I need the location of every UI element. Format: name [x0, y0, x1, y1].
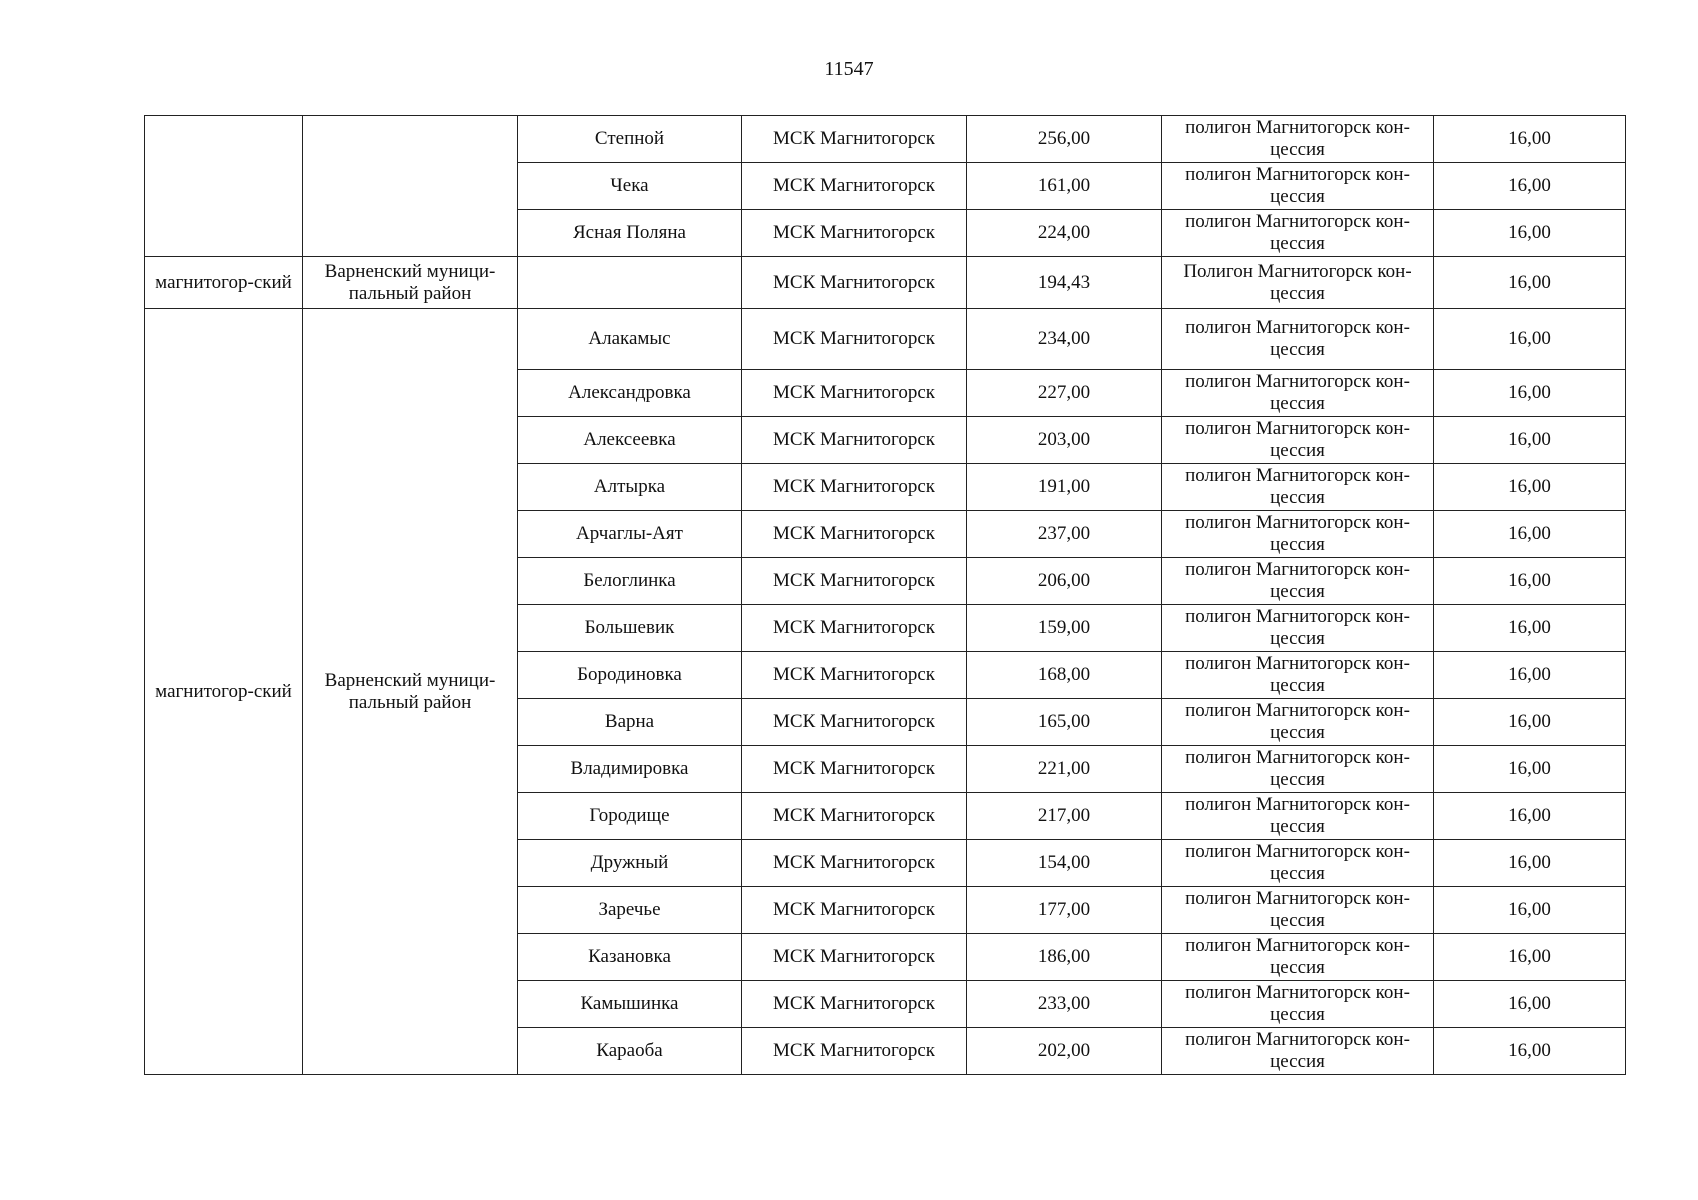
district-cell: Варненский муници-пальный район: [303, 257, 518, 309]
distance-cell: 224,00: [967, 210, 1162, 257]
place-cell: Бородиновка: [518, 652, 742, 699]
destination-cell: полигон Магнитогорск кон-цессия: [1162, 558, 1434, 605]
distance-cell: 168,00: [967, 652, 1162, 699]
value-cell: 16,00: [1434, 464, 1626, 511]
source-cell: МСК Магнитогорск: [742, 309, 967, 370]
zone-cell: магнитогор-ский: [145, 257, 303, 309]
destination-cell: полигон Магнитогорск кон-цессия: [1162, 605, 1434, 652]
source-cell: МСК Магнитогорск: [742, 840, 967, 887]
source-cell: МСК Магнитогорск: [742, 511, 967, 558]
destination-cell: полигон Магнитогорск кон-цессия: [1162, 981, 1434, 1028]
value-cell: 16,00: [1434, 1028, 1626, 1075]
value-cell: 16,00: [1434, 652, 1626, 699]
source-cell: МСК Магнитогорск: [742, 699, 967, 746]
destination-cell: полигон Магнитогорск кон-цессия: [1162, 887, 1434, 934]
source-cell: МСК Магнитогорск: [742, 605, 967, 652]
destination-cell: полигон Магнитогорск кон-цессия: [1162, 793, 1434, 840]
value-cell: 16,00: [1434, 417, 1626, 464]
value-cell: 16,00: [1434, 210, 1626, 257]
distance-cell: 234,00: [967, 309, 1162, 370]
value-cell: 16,00: [1434, 840, 1626, 887]
value-cell: 16,00: [1434, 116, 1626, 163]
value-cell: 16,00: [1434, 793, 1626, 840]
source-cell: МСК Магнитогорск: [742, 1028, 967, 1075]
page-number: 11547: [824, 58, 874, 80]
value-cell: 16,00: [1434, 887, 1626, 934]
source-cell: МСК Магнитогорск: [742, 793, 967, 840]
data-table: [144, 115, 1626, 1075]
source-cell: МСК Магнитогорск: [742, 981, 967, 1028]
place-cell: Арчаглы-Аят: [518, 511, 742, 558]
source-cell: МСК Магнитогорск: [742, 257, 967, 309]
distance-cell: 237,00: [967, 511, 1162, 558]
value-cell: 16,00: [1434, 511, 1626, 558]
source-cell: МСК Магнитогорск: [742, 116, 967, 163]
destination-cell: полигон Магнитогорск кон-цессия: [1162, 1028, 1434, 1075]
table-row: [145, 116, 1626, 163]
distance-cell: 177,00: [967, 887, 1162, 934]
destination-cell: полигон Магнитогорск кон-цессия: [1162, 511, 1434, 558]
distance-cell: 203,00: [967, 417, 1162, 464]
place-cell: Казановка: [518, 934, 742, 981]
distance-cell: 221,00: [967, 746, 1162, 793]
place-cell: Камышинка: [518, 981, 742, 1028]
distance-cell: 202,00: [967, 1028, 1162, 1075]
value-cell: 16,00: [1434, 370, 1626, 417]
destination-cell: полигон Магнитогорск кон-цессия: [1162, 309, 1434, 370]
value-cell: 16,00: [1434, 558, 1626, 605]
place-cell: Варна: [518, 699, 742, 746]
place-cell: Ясная Поляна: [518, 210, 742, 257]
place-cell: Алакамыс: [518, 309, 742, 370]
distance-cell: 159,00: [967, 605, 1162, 652]
distance-cell: 186,00: [967, 934, 1162, 981]
destination-cell: Полигон Магнитогорск кон-цессия: [1162, 257, 1434, 309]
destination-cell: полигон Магнитогорск кон-цессия: [1162, 464, 1434, 511]
value-cell: 16,00: [1434, 746, 1626, 793]
distance-cell: 161,00: [967, 163, 1162, 210]
distance-cell: 206,00: [967, 558, 1162, 605]
value-cell: 16,00: [1434, 605, 1626, 652]
source-cell: МСК Магнитогорск: [742, 887, 967, 934]
place-cell: Чека: [518, 163, 742, 210]
source-cell: МСК Магнитогорск: [742, 558, 967, 605]
place-cell: Алтырка: [518, 464, 742, 511]
value-cell: 16,00: [1434, 981, 1626, 1028]
place-cell: Белоглинка: [518, 558, 742, 605]
destination-cell: полигон Магнитогорск кон-цессия: [1162, 699, 1434, 746]
place-cell: Дружный: [518, 840, 742, 887]
distance-cell: 227,00: [967, 370, 1162, 417]
zone-cell: магнитогор-ский: [145, 309, 303, 1075]
destination-cell: полигон Магнитогорск кон-цессия: [1162, 116, 1434, 163]
place-cell: [518, 257, 742, 309]
place-cell: Городище: [518, 793, 742, 840]
district-cell-empty: [303, 116, 518, 257]
destination-cell: полигон Магнитогорск кон-цессия: [1162, 652, 1434, 699]
distance-cell: 191,00: [967, 464, 1162, 511]
value-cell: 16,00: [1434, 934, 1626, 981]
source-cell: МСК Магнитогорск: [742, 934, 967, 981]
destination-cell: полигон Магнитогорск кон-цессия: [1162, 163, 1434, 210]
value-cell: 16,00: [1434, 257, 1626, 309]
place-cell: Владимировка: [518, 746, 742, 793]
destination-cell: полигон Магнитогорск кон-цессия: [1162, 746, 1434, 793]
destination-cell: полигон Магнитогорск кон-цессия: [1162, 210, 1434, 257]
distance-cell: 217,00: [967, 793, 1162, 840]
place-cell: Большевик: [518, 605, 742, 652]
value-cell: 16,00: [1434, 309, 1626, 370]
zone-cell-empty: [145, 116, 303, 257]
source-cell: МСК Магнитогорск: [742, 464, 967, 511]
source-cell: МСК Магнитогорск: [742, 163, 967, 210]
value-cell: 16,00: [1434, 163, 1626, 210]
source-cell: МСК Магнитогорск: [742, 210, 967, 257]
place-cell: Алексеевка: [518, 417, 742, 464]
district-cell: Варненский муници-пальный район: [303, 309, 518, 1075]
destination-cell: полигон Магнитогорск кон-цессия: [1162, 370, 1434, 417]
source-cell: МСК Магнитогорск: [742, 652, 967, 699]
distance-cell: 233,00: [967, 981, 1162, 1028]
destination-cell: полигон Магнитогорск кон-цессия: [1162, 934, 1434, 981]
source-cell: МСК Магнитогорск: [742, 370, 967, 417]
place-cell: Заречье: [518, 887, 742, 934]
destination-cell: полигон Магнитогорск кон-цессия: [1162, 417, 1434, 464]
source-cell: МСК Магнитогорск: [742, 417, 967, 464]
distance-cell: 154,00: [967, 840, 1162, 887]
table-row: [145, 309, 1626, 370]
value-cell: 16,00: [1434, 699, 1626, 746]
table-row: [145, 257, 1626, 309]
place-cell: Александровка: [518, 370, 742, 417]
source-cell: МСК Магнитогорск: [742, 746, 967, 793]
destination-cell: полигон Магнитогорск кон-цессия: [1162, 840, 1434, 887]
place-cell: Караоба: [518, 1028, 742, 1075]
distance-cell: 165,00: [967, 699, 1162, 746]
place-cell: Степной: [518, 116, 742, 163]
distance-cell: 194,43: [967, 257, 1162, 309]
distance-cell: 256,00: [967, 116, 1162, 163]
